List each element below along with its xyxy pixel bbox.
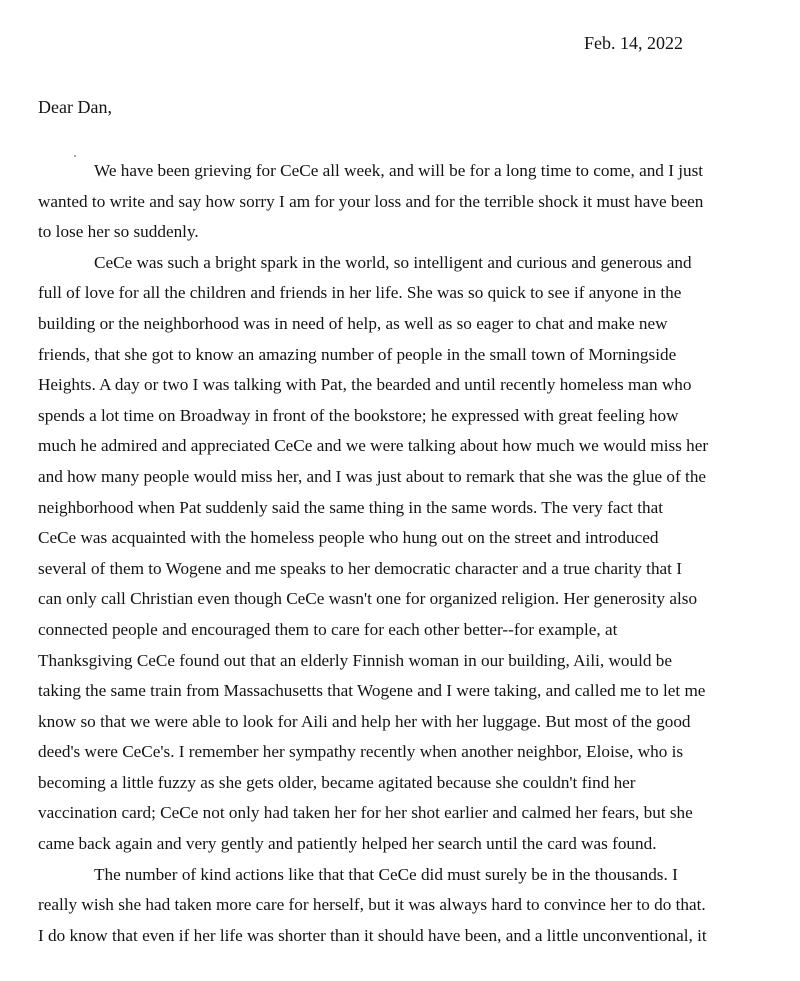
text-line: We have been grieving for CeCe all week, and will be for a long time to come, and I just <box>94 161 704 180</box>
text-line: friends, that she got to know an amazing number of people in the small town of Morningside <box>38 344 677 364</box>
text-line: connected people and encouraged them to care for each other better--for example, at <box>38 619 618 639</box>
text-line: Heights. A day or two I was talking with Pat, the bearded and until recently homeless man who <box>38 375 692 395</box>
text-line: CeCe was such a bright spark in the world, so intelligent and curious and generous and <box>94 252 692 272</box>
text-line: know so that we were able to look for Aili and help her with her luggage. But most of the good <box>38 711 691 731</box>
text-line: and how many people would miss her, and I was just about to remark that she was the glue of the <box>38 466 707 486</box>
text-line: several of them to Wogene and me speaks to her democratic character and a true charity that I <box>38 558 682 578</box>
text-line: can only call Christian even though CeCe wasn't one for organized religion. Her generosity also <box>38 589 698 609</box>
text-line: spends a lot time on Broadway in front of the bookstore; he expressed with great feeling how <box>38 405 679 425</box>
letter-body <box>38 156 754 951</box>
text-line: full of love for all the children and friends in her life. She was so quick to see if anyone in the <box>38 283 682 303</box>
text-line: neighborhood when Pat suddenly said the same thing in the same words. The very fact that <box>38 497 663 517</box>
text-line: came back again and very gently and patiently helped her search until the card was found. <box>38 834 657 854</box>
text-line: The number of kind actions like that that CeCe did must surely be in the thousands. I <box>94 864 678 884</box>
text-line: wanted to write and say how sorry I am for your loss and for the terrible shock it must have been <box>38 191 704 211</box>
text-line: becoming a little fuzzy as she gets older, became agitated because she couldn't find her <box>38 772 636 792</box>
text-line: CeCe was acquainted with the homeless people who hung out on the street and introduced <box>38 528 659 548</box>
text-line: to lose her so suddenly. <box>38 222 199 242</box>
salutation: Dear Dan, <box>38 97 112 117</box>
text-line: I do know that even if her life was shorter than it should have been, and a little unconventional, it <box>38 925 707 945</box>
paragraph-2 <box>38 248 754 860</box>
text-line: really wish she had taken more care for herself, but it was always hard to convince her to do that. <box>38 895 706 915</box>
text-line: building or the neighborhood was in need of help, as well as so eager to chat and make new <box>38 313 668 333</box>
text-line: much he admired and appreciated CeCe and we were talking about how much we would miss her <box>38 436 709 456</box>
text-line: taking the same train from Massachusetts that Wogene and I were taking, and called me to let me <box>38 681 706 701</box>
paragraph-3 <box>38 860 754 952</box>
letter-date: Feb. 14, 2022 <box>584 33 683 53</box>
text-line: Thanksgiving CeCe found out that an elderly Finnish woman in our building, Aili, would be <box>38 650 672 670</box>
text-line: vaccination card; CeCe not only had taken her for her shot earlier and calmed her fears, but she <box>38 803 693 823</box>
paragraph-1 <box>38 156 754 248</box>
text-line: deed's were CeCe's. I remember her sympathy recently when another neighbor, Eloise, who is <box>38 742 684 762</box>
